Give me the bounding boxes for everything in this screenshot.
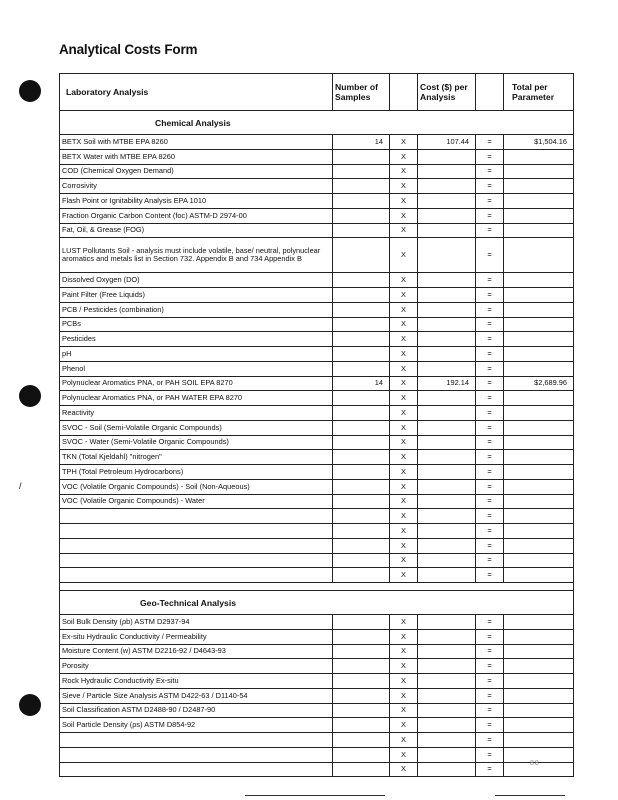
row-cost [418,538,476,553]
row-times-sign: X [390,376,418,391]
header-total: Total per Parameter [504,74,574,111]
row-total [504,273,574,288]
row-equals-sign: = [476,524,504,539]
row-total [504,494,574,509]
row-equals-sign: = [476,273,504,288]
row-label [60,568,333,583]
row-label: PCBs [60,317,333,332]
row-samples [333,302,390,317]
row-cost [418,674,476,689]
table-row [60,762,574,777]
row-equals-sign: = [476,149,504,164]
row-equals-sign: = [476,238,504,273]
row-times-sign: X [390,688,418,703]
row-cost [418,435,476,450]
row-label: Rock Hydraulic Conductivity Ex-situ [60,674,333,689]
row-times-sign: X [390,420,418,435]
row-times-sign: X [390,223,418,238]
row-total [504,406,574,421]
row-label: VOC (Volatile Organic Compounds) - Water [60,494,333,509]
row-total [504,568,574,583]
row-equals-sign: = [476,568,504,583]
table-row [60,376,574,391]
table-row [60,644,574,659]
row-cost [418,332,476,347]
row-total [504,553,574,568]
row-label [60,762,333,777]
row-label: Fraction Organic Carbon Content (foc) ASTM-D 2974-00 [60,208,333,223]
row-label: Corrosivity [60,179,333,194]
row-total [504,733,574,748]
analytical-costs-table [59,73,574,777]
row-samples [333,164,390,179]
row-total [504,465,574,480]
row-samples [333,450,390,465]
row-label [60,747,333,762]
row-equals-sign: = [476,629,504,644]
row-cost [418,223,476,238]
table-row [60,703,574,718]
row-samples [333,538,390,553]
row-total [504,674,574,689]
row-cost [418,288,476,303]
row-samples [333,465,390,480]
row-total [504,703,574,718]
row-samples [333,208,390,223]
row-samples [333,288,390,303]
row-total [504,524,574,539]
row-samples [333,238,390,273]
row-equals-sign: = [476,659,504,674]
row-samples [333,524,390,539]
row-samples [333,644,390,659]
row-cost [418,615,476,630]
row-times-sign: X [390,553,418,568]
row-cost [418,406,476,421]
row-label: TPH (Total Petroleum Hydrocarbons) [60,465,333,480]
row-total [504,659,574,674]
row-times-sign: X [390,524,418,539]
row-label: Paint Filter (Free Liquids) [60,288,333,303]
row-total [504,288,574,303]
row-equals-sign: = [476,347,504,362]
row-label: VOC (Volatile Organic Compounds) - Soil (Non-Aqueous) [60,479,333,494]
row-samples [333,703,390,718]
row-label [60,509,333,524]
row-samples [333,568,390,583]
row-label: Ex-situ Hydraulic Conductivity / Permeability [60,629,333,644]
row-total [504,238,574,273]
row-label: Polynuclear Aromatics PNA, or PAH WATER EPA 8270 [60,391,333,406]
row-cost [418,553,476,568]
header-equals-spacer [476,74,504,111]
row-total: $2,689.96 [504,376,574,391]
row-label: pH [60,347,333,362]
row-equals-sign: = [476,194,504,209]
row-label: Fat, Oil, & Grease (FOG) [60,223,333,238]
row-total [504,450,574,465]
page-code: 88 [530,760,540,767]
row-cost [418,568,476,583]
row-equals-sign: = [476,615,504,630]
row-times-sign: X [390,406,418,421]
punch-hole [19,385,41,407]
row-total [504,644,574,659]
row-label [60,733,333,748]
row-cost [418,238,476,273]
row-total [504,194,574,209]
table-row [60,659,574,674]
table-row [60,179,574,194]
row-total [504,391,574,406]
row-label [60,538,333,553]
row-samples [333,479,390,494]
footer-rule [495,795,565,796]
row-samples [333,629,390,644]
row-samples [333,406,390,421]
row-label: Polynuclear Aromatics PNA, or PAH SOIL EPA 8270 [60,376,333,391]
row-label: Pesticides [60,332,333,347]
row-cost: 192.14 [418,376,476,391]
row-label: Soil Particle Density (ρs) ASTM D854-92 [60,718,333,733]
row-total [504,629,574,644]
row-times-sign: X [390,164,418,179]
row-total [504,149,574,164]
row-samples: 14 [333,135,390,150]
row-cost [418,208,476,223]
row-total [504,179,574,194]
table-row [60,629,574,644]
row-equals-sign: = [476,718,504,733]
row-label: Soil Bulk Density (ρb) ASTM D2937-94 [60,615,333,630]
row-total [504,615,574,630]
row-times-sign: X [390,302,418,317]
row-times-sign: X [390,615,418,630]
table-row [60,288,574,303]
row-total [504,332,574,347]
row-cost [418,420,476,435]
row-total [504,538,574,553]
row-cost [418,479,476,494]
row-cost [418,347,476,362]
row-total [504,223,574,238]
row-cost [418,703,476,718]
table-row [60,450,574,465]
row-total [504,361,574,376]
row-cost [418,194,476,209]
row-equals-sign: = [476,762,504,777]
row-samples [333,194,390,209]
row-equals-sign: = [476,703,504,718]
row-samples [333,509,390,524]
row-samples [333,420,390,435]
row-times-sign: X [390,674,418,689]
table-row [60,509,574,524]
row-times-sign: X [390,435,418,450]
header-analysis: Laboratory Analysis [60,74,333,111]
row-cost [418,361,476,376]
row-equals-sign: = [476,644,504,659]
table-row [60,420,574,435]
row-times-sign: X [390,194,418,209]
row-samples [333,733,390,748]
row-samples [333,149,390,164]
row-cost [418,149,476,164]
row-times-sign: X [390,317,418,332]
row-times-sign: X [390,149,418,164]
row-equals-sign: = [476,135,504,150]
row-cost: 107.44 [418,135,476,150]
table-row [60,479,574,494]
row-times-sign: X [390,332,418,347]
table-row [60,674,574,689]
row-label [60,524,333,539]
row-times-sign: X [390,479,418,494]
row-equals-sign: = [476,450,504,465]
row-cost [418,659,476,674]
row-equals-sign: = [476,406,504,421]
row-equals-sign: = [476,302,504,317]
row-total [504,420,574,435]
row-label: Phenol [60,361,333,376]
row-cost [418,629,476,644]
table-row [60,406,574,421]
row-cost [418,762,476,777]
row-total [504,688,574,703]
table-row [60,208,574,223]
row-cost [418,733,476,748]
row-cost [418,644,476,659]
table-row [60,718,574,733]
table-row [60,361,574,376]
row-samples: 14 [333,376,390,391]
table-row [60,149,574,164]
row-samples [333,615,390,630]
table-row [60,391,574,406]
row-cost [418,273,476,288]
table-row [60,194,574,209]
row-samples [333,674,390,689]
row-times-sign: X [390,509,418,524]
row-cost [418,391,476,406]
row-samples [333,747,390,762]
row-samples [333,223,390,238]
row-total: $1,504.16 [504,135,574,150]
row-equals-sign: = [476,391,504,406]
row-equals-sign: = [476,747,504,762]
row-label: Sieve / Particle Size Analysis ASTM D422-63 / D1140-54 [60,688,333,703]
row-times-sign: X [390,347,418,362]
row-equals-sign: = [476,288,504,303]
row-equals-sign: = [476,332,504,347]
section-row [60,591,574,615]
table-row [60,347,574,362]
row-samples [333,391,390,406]
row-label [60,553,333,568]
table-row [60,747,574,762]
row-samples [333,688,390,703]
table-row [60,494,574,509]
row-samples [333,718,390,733]
page-title: Analytical Costs Form [59,42,198,57]
row-cost [418,524,476,539]
table-row [60,317,574,332]
stray-mark: / [19,481,22,491]
spacer-row [60,583,574,591]
row-times-sign: X [390,762,418,777]
row-label: SVOC - Water (Semi-Volatile Organic Compounds) [60,435,333,450]
row-samples [333,659,390,674]
row-label: SVOC - Soil (Semi-Volatile Organic Compounds) [60,420,333,435]
row-times-sign: X [390,538,418,553]
header-row [60,74,574,111]
row-samples [333,494,390,509]
section-title-chemical: Chemical Analysis [60,111,574,135]
row-equals-sign: = [476,479,504,494]
table-row [60,435,574,450]
section-title-geotech: Geo-Technical Analysis [60,591,574,615]
row-equals-sign: = [476,465,504,480]
row-cost [418,302,476,317]
row-cost [418,450,476,465]
row-equals-sign: = [476,435,504,450]
row-label: PCB / Pesticides (combination) [60,302,333,317]
row-equals-sign: = [476,179,504,194]
header-times-spacer [390,74,418,111]
row-total [504,208,574,223]
row-times-sign: X [390,494,418,509]
row-cost [418,688,476,703]
table-row [60,688,574,703]
punch-hole [19,694,41,716]
row-equals-sign: = [476,494,504,509]
row-times-sign: X [390,747,418,762]
row-times-sign: X [390,450,418,465]
row-total [504,718,574,733]
row-samples [333,273,390,288]
header-samples: Number of Samples [333,74,390,111]
row-times-sign: X [390,179,418,194]
row-equals-sign: = [476,688,504,703]
row-cost [418,164,476,179]
row-samples [333,762,390,777]
row-times-sign: X [390,391,418,406]
row-equals-sign: = [476,376,504,391]
row-equals-sign: = [476,317,504,332]
row-cost [418,465,476,480]
row-cost [418,509,476,524]
row-times-sign: X [390,465,418,480]
row-times-sign: X [390,273,418,288]
table-row [60,568,574,583]
row-label: Flash Point or Ignitability Analysis EPA 1010 [60,194,333,209]
table-row [60,733,574,748]
row-cost [418,747,476,762]
row-times-sign: X [390,288,418,303]
row-equals-sign: = [476,733,504,748]
row-label: COD (Chemical Oxygen Demand) [60,164,333,179]
row-equals-sign: = [476,553,504,568]
row-times-sign: X [390,733,418,748]
row-samples [333,317,390,332]
row-times-sign: X [390,135,418,150]
row-samples [333,361,390,376]
row-total [504,347,574,362]
table-row [60,302,574,317]
row-samples [333,179,390,194]
row-label: Porosity [60,659,333,674]
row-total [504,509,574,524]
row-cost [418,179,476,194]
row-total [504,164,574,179]
row-times-sign: X [390,644,418,659]
row-samples [333,332,390,347]
row-equals-sign: = [476,674,504,689]
row-cost [418,317,476,332]
row-samples [333,553,390,568]
row-label: TKN (Total Kjeldahl) "nitrogen" [60,450,333,465]
table-row [60,238,574,273]
table-row [60,223,574,238]
table-row [60,465,574,480]
section-row [60,111,574,135]
row-times-sign: X [390,718,418,733]
row-equals-sign: = [476,420,504,435]
row-label: BETX Soil with MTBE EPA 8260 [60,135,333,150]
row-label: Reactivity [60,406,333,421]
row-label: BETX Water with MTBE EPA 8260 [60,149,333,164]
table-row [60,164,574,179]
row-equals-sign: = [476,223,504,238]
row-samples [333,435,390,450]
row-cost [418,718,476,733]
row-label: Moisture Content (w) ASTM D2216-92 / D4643-93 [60,644,333,659]
row-times-sign: X [390,238,418,273]
table-row [60,135,574,150]
punch-hole [19,80,41,102]
row-samples [333,347,390,362]
row-times-sign: X [390,629,418,644]
row-total [504,435,574,450]
table-row [60,615,574,630]
row-times-sign: X [390,703,418,718]
row-times-sign: X [390,568,418,583]
row-label: Dissolved Oxygen (DO) [60,273,333,288]
row-label: Soil Classification ASTM D2488-90 / D2487-90 [60,703,333,718]
row-equals-sign: = [476,509,504,524]
row-equals-sign: = [476,538,504,553]
row-times-sign: X [390,208,418,223]
table-row [60,538,574,553]
table-row [60,553,574,568]
row-cost [418,494,476,509]
table-row [60,273,574,288]
row-label: LUST Pollutants Soil - analysis must include volatile, base/ neutral, polynuclear aromatics and metals list in Section 732. Appendix B and 734 Appendix B [60,238,333,273]
footer-rule [245,795,385,796]
table-row [60,332,574,347]
row-total [504,317,574,332]
row-equals-sign: = [476,361,504,376]
header-cost: Cost ($) per Analysis [418,74,476,111]
row-equals-sign: = [476,208,504,223]
table-row [60,524,574,539]
row-equals-sign: = [476,164,504,179]
row-total [504,302,574,317]
row-times-sign: X [390,361,418,376]
row-total [504,479,574,494]
row-times-sign: X [390,659,418,674]
